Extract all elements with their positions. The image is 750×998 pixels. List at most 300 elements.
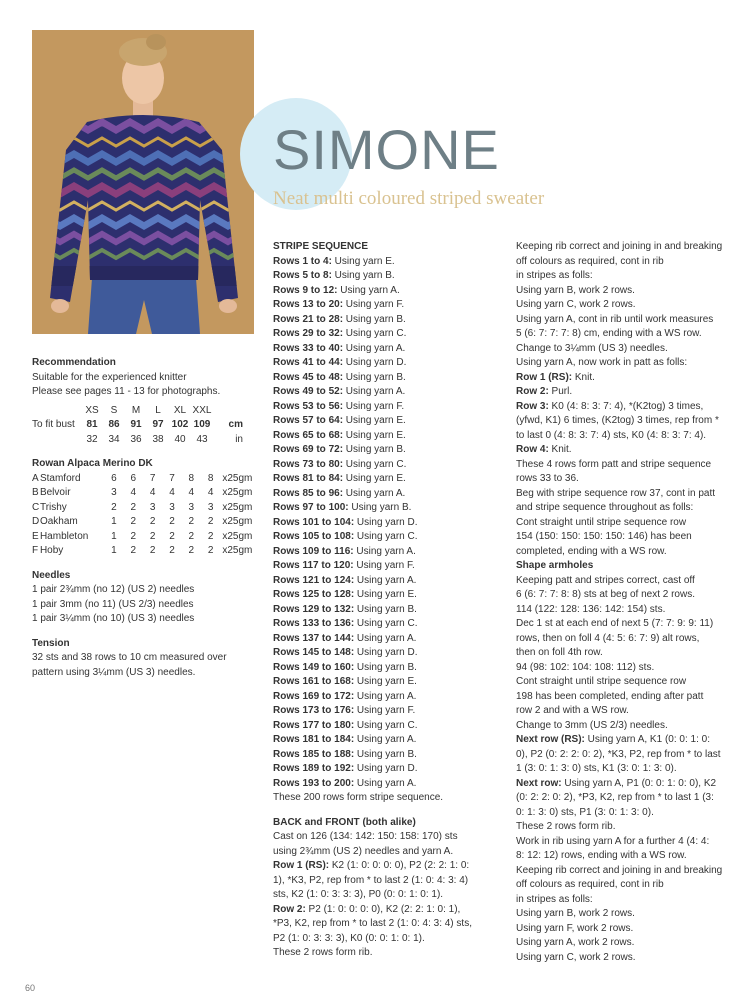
stripe-row	[273, 298, 498, 313]
pattern-row-label: Row 1 (RS):	[516, 371, 573, 383]
pattern-text: These 4 rows form patt and stripe sequence	[516, 458, 712, 470]
stripe-row	[273, 414, 498, 429]
pattern-line	[516, 429, 744, 444]
pattern-row-label: Shape armholes	[516, 560, 594, 571]
stripe-rows-label: Rows 185 to 188:	[273, 748, 355, 760]
yarn-row	[32, 530, 262, 545]
stripe-rows-label: Rows 53 to 56:	[273, 400, 344, 412]
stripe-yarn-text: Using yarn F.	[343, 400, 405, 412]
pattern-text: sts, K2 (1: 0: 3: 3: 3), P0 (0: 0: 1: 0: 1).	[273, 889, 444, 900]
pattern-line	[273, 917, 498, 932]
stripe-yarn-text: Using yarn E.	[343, 415, 406, 426]
recommendation-heading: Recommendation	[32, 357, 116, 368]
yarn-name: Hoby	[39, 545, 64, 556]
pattern-line	[516, 632, 744, 647]
pattern-line	[516, 777, 744, 792]
pattern-line	[516, 733, 744, 748]
pattern-line	[516, 356, 744, 371]
pattern-line	[516, 907, 744, 922]
yarn-weight: x25gm	[222, 516, 253, 527]
pattern-line	[516, 327, 744, 342]
pattern-line	[516, 501, 744, 516]
pattern-text: Using yarn A, P1 (0: 0: 1: 0: 0), K2	[561, 777, 717, 789]
pattern-row-label: Row 2:	[516, 386, 549, 397]
stripe-rows-label: Rows 29 to 32:	[273, 328, 344, 339]
right-column	[516, 240, 744, 965]
in-unit: in	[235, 433, 243, 445]
stripe-yarn-text: Using yarn B.	[348, 502, 412, 513]
yarn-qty: 2	[111, 501, 117, 513]
yarn-qty: 8	[188, 472, 195, 484]
stripe-rows-label: Rows 177 to 180:	[273, 719, 355, 731]
pattern-text: These 2 rows form rib.	[516, 821, 616, 832]
stripe-row	[273, 719, 498, 734]
stripe-rows-label: Rows 65 to 68:	[273, 429, 344, 441]
left-column	[32, 356, 262, 680]
pattern-text: 198 has been completed, ending after patt	[516, 690, 704, 702]
yarn-row	[32, 544, 262, 559]
stripe-row	[273, 661, 498, 676]
stripe-rows-label: Rows 101 to 104:	[273, 516, 355, 528]
yarn-qty: 1	[111, 545, 117, 556]
yarn-qty: 2	[130, 501, 137, 513]
pattern-line	[516, 298, 744, 313]
stripe-row	[273, 530, 498, 545]
needles-heading: Needles	[32, 569, 71, 581]
pattern-line	[516, 661, 744, 676]
stripe-row	[273, 327, 498, 342]
stripe-row	[273, 603, 498, 618]
yarn-weight: x25gm	[222, 487, 253, 498]
pattern-text: Keeping rib correct and joining in and breaking	[516, 864, 723, 876]
pattern-text: Using yarn C, work 2 rows.	[516, 299, 636, 310]
pattern-line	[516, 284, 744, 299]
stripe-row	[273, 574, 498, 589]
stripe-rows-label: Rows 173 to 176:	[273, 705, 355, 716]
pattern-text: in stripes as folls:	[516, 270, 593, 281]
pattern-line	[516, 806, 744, 821]
stripe-yarn-text: Using yarn A.	[343, 342, 406, 354]
stripe-rows-label: Rows 13 to 20:	[273, 299, 344, 310]
pattern-line	[516, 458, 744, 473]
pattern-line	[516, 864, 744, 879]
cm-unit: cm	[228, 419, 243, 430]
stripe-row	[273, 472, 498, 487]
pattern-line	[516, 762, 744, 777]
pattern-text: in stripes as folls:	[516, 893, 593, 905]
stripe-yarn-text: Using yarn B.	[354, 603, 417, 615]
pattern-text: 0), P2 (0: 2: 2: 0: 2), *K3, P2, rep from * to last	[516, 748, 721, 760]
pattern-line	[516, 922, 744, 937]
stripe-yarn-text: Using yarn A.	[337, 284, 400, 296]
pattern-line	[516, 530, 744, 545]
bust-cm: 97	[152, 419, 164, 430]
pattern-text: K0 (4: 8: 3: 7: 4), *(K2tog) 3 times,	[548, 400, 704, 412]
pattern-line	[516, 414, 744, 429]
pattern-text: Using yarn A, now work in patt as folls:	[516, 357, 688, 368]
yarn-name: Hambleton	[39, 530, 89, 542]
yarn-row	[32, 501, 262, 516]
pattern-line	[516, 603, 744, 618]
pattern-text: Dec 1 st at each end of next 5 (7: 7: 9: 9: 11)	[516, 618, 714, 629]
stripe-yarn-text: Using yarn A.	[354, 574, 417, 586]
stripe-rows-label: Rows 169 to 172:	[273, 690, 355, 702]
pattern-text: Using yarn C, work 2 rows.	[516, 951, 636, 963]
pattern-line	[516, 313, 744, 328]
stripe-row	[273, 458, 498, 473]
bust-cm: 109	[193, 419, 211, 430]
yarn-heading: Rowan Alpaca Merino DK	[32, 458, 153, 469]
pattern-text: off colours as required, cont in rib	[516, 255, 664, 267]
tension-line: pattern using 3¼mm (US 3) needles.	[32, 666, 196, 678]
stripe-rows-label: Rows 5 to 8:	[273, 270, 332, 281]
stripe-footer: These 200 rows form stripe sequence.	[273, 792, 444, 803]
stripe-rows-label: Rows 133 to 136:	[273, 618, 355, 629]
size-header: S	[110, 404, 118, 416]
yarn-qty: 2	[130, 545, 137, 556]
stripe-yarn-text: Using yarn A.	[354, 690, 417, 702]
pattern-text: 154 (150: 150: 150: 150: 146) has been	[516, 531, 692, 542]
pattern-text: P2 (1: 0: 3: 3: 3), K0 (0: 0: 1: 0: 1).	[273, 932, 425, 944]
needles-line: 1 pair 2¾mm (no 12) (US 2) needles	[32, 584, 195, 595]
yarn-weight: x25gm	[222, 530, 253, 542]
recommendation-line: Please see pages 11 - 13 for photographs.	[32, 386, 221, 397]
bust-in: 32	[86, 433, 98, 445]
stripe-row	[273, 269, 498, 284]
right-column-text	[516, 240, 744, 965]
pattern-row-label: Row 4:	[516, 444, 549, 455]
stripe-row	[273, 617, 498, 632]
pattern-line	[516, 704, 744, 719]
pattern-line	[516, 936, 744, 951]
stripe-rows-label: Rows 105 to 108:	[273, 531, 355, 542]
stripe-rows-label: Rows 21 to 28:	[273, 313, 344, 325]
pattern-text: Cont straight until stripe sequence row	[516, 516, 687, 528]
needles-line: 1 pair 3mm (no 11) (US 2/3) needles	[32, 598, 194, 610]
yarn-name: Oakham	[39, 516, 78, 527]
stripe-rows-label: Rows 85 to 96:	[273, 487, 344, 499]
pattern-text: using 2¾mm (US 2) needles and yarn A.	[273, 845, 454, 857]
yarn-row	[32, 486, 262, 501]
stripe-rows-label: Rows 121 to 124:	[273, 574, 355, 586]
stripe-yarn-text: Using yarn D.	[343, 357, 407, 368]
pattern-text: K2 (1: 0: 0: 0: 0), P2 (2: 2: 1: 0:	[329, 860, 470, 871]
stripe-row	[273, 646, 498, 661]
stripe-rows-label: Rows 73 to 80:	[273, 458, 344, 470]
stripe-row	[273, 588, 498, 603]
pattern-line	[516, 588, 744, 603]
pattern-line	[516, 849, 744, 864]
pattern-line	[516, 472, 744, 487]
pattern-line	[516, 748, 744, 763]
page-subtitle: Neat multi coloured striped sweater	[273, 188, 545, 209]
yarn-qty: 2	[149, 530, 156, 542]
pattern-line	[516, 675, 744, 690]
yarn-code: C	[32, 501, 40, 513]
stripe-rows-label: Rows 189 to 192:	[273, 763, 355, 774]
pattern-line	[516, 371, 744, 386]
bust-in: 38	[152, 433, 164, 445]
stripe-rows-label: Rows 97 to 100:	[273, 502, 349, 513]
stripe-row	[273, 748, 498, 763]
pattern-line	[516, 255, 744, 270]
stripe-yarn-text: Using yarn E.	[331, 255, 395, 267]
stripe-yarn-text: Using yarn A.	[354, 777, 417, 789]
stripe-yarn-text: Using yarn D.	[354, 763, 418, 774]
pattern-text: Beg with stripe sequence row 37, cont in patt	[516, 487, 716, 499]
stripe-yarn-text: Using yarn E.	[343, 429, 406, 441]
yarn-qty: 3	[149, 501, 156, 513]
yarn-qty: 7	[169, 472, 175, 484]
stripe-row	[273, 385, 498, 400]
yarn-code: B	[32, 487, 39, 498]
stripe-row	[273, 313, 498, 328]
pattern-line	[516, 574, 744, 589]
stripe-row	[273, 501, 498, 516]
pattern-text: Work in rib using yarn A for a further 4 (4: 4:	[516, 835, 710, 847]
yarn-qty: 1	[111, 516, 117, 527]
yarn-name: Belvoir	[39, 487, 71, 498]
stripe-yarn-text: Using yarn B.	[343, 444, 406, 455]
stripe-row	[273, 429, 498, 444]
pattern-text: and stripe sequence throughout as folls:	[516, 502, 694, 513]
pattern-text: Purl.	[548, 386, 573, 397]
yarn-code: D	[32, 516, 40, 527]
yarn-code: E	[32, 530, 39, 542]
stripe-yarn-text: Using yarn D.	[354, 516, 418, 528]
pattern-line	[516, 820, 744, 835]
stripe-row	[273, 400, 498, 415]
stripe-yarn-text: Using yarn B.	[354, 661, 417, 673]
size-table	[32, 404, 243, 448]
stripe-yarn-text: Using yarn C.	[343, 328, 407, 339]
middle-column	[273, 240, 498, 961]
bust-in: 40	[174, 433, 186, 445]
size-header: XL	[173, 404, 187, 416]
stripe-rows-label: Rows 145 to 148:	[273, 647, 355, 658]
stripe-rows-label: Rows 181 to 184:	[273, 734, 355, 745]
stripe-row	[273, 356, 498, 371]
yarn-qty: 6	[111, 472, 117, 484]
yarn-qty: 2	[188, 530, 195, 542]
yarn-code: F	[32, 545, 39, 556]
pattern-row-label: Row 3:	[516, 400, 549, 412]
stripe-row	[273, 443, 498, 458]
pattern-text: rows, then on foll 4 (4: 5: 6: 7: 9) alt rows,	[516, 632, 700, 644]
pattern-text: 5 (6: 7: 7: 7: 8) cm, ending with a WS row.	[516, 328, 702, 339]
stripe-row	[273, 777, 498, 792]
stripe-yarn-text: Using yarn C.	[354, 719, 418, 731]
pattern-text: *P3, K2, rep from * to last 2 (1: 0: 4: 3: 4) sts,	[273, 918, 472, 929]
stripe-yarn-text: Using yarn C.	[354, 531, 418, 542]
stripe-rows-label: Rows 129 to 132:	[273, 603, 355, 615]
yarn-name: Stamford	[39, 472, 81, 484]
stripe-rows-label: Rows 41 to 44:	[273, 357, 344, 368]
pattern-text: Change to 3mm (US 2/3) needles.	[516, 719, 668, 731]
stripe-row	[273, 733, 498, 748]
stripe-row	[273, 255, 498, 270]
pattern-line	[516, 516, 744, 531]
size-header: L	[155, 404, 161, 416]
yarn-row	[32, 472, 262, 487]
stripe-row	[273, 675, 498, 690]
pattern-line	[273, 874, 498, 889]
stripe-yarn-text: Using yarn F.	[354, 705, 416, 716]
pattern-text: 8: 12: 12) rows, ending with a WS row.	[516, 850, 687, 861]
stripe-yarn-text: Using yarn B.	[343, 371, 406, 383]
stripe-yarn-text: Using yarn A.	[353, 545, 416, 557]
stripe-yarn-text: Using yarn A.	[354, 734, 417, 745]
yarn-qty: 2	[188, 516, 195, 527]
yarn-qty: 4	[188, 487, 195, 498]
stripe-row	[273, 371, 498, 386]
stripe-yarn-text: Using yarn A.	[354, 632, 417, 644]
yarn-code: A	[32, 472, 39, 484]
stripe-yarn-text: Using yarn E.	[343, 473, 406, 484]
pattern-line	[516, 690, 744, 705]
stripe-row	[273, 762, 498, 777]
stripe-yarn-text: Using yarn E.	[354, 589, 417, 600]
stripe-yarn-text: Using yarn D.	[354, 647, 418, 658]
yarn-qty: 2	[149, 545, 156, 556]
stripe-row	[273, 632, 498, 647]
pattern-line	[273, 830, 498, 845]
page-title: SIMONE	[273, 118, 500, 181]
pattern-line	[273, 888, 498, 903]
size-header: XXL	[192, 404, 212, 416]
yarn-qty: 3	[169, 501, 175, 513]
pattern-line	[516, 791, 744, 806]
page-number: 60	[25, 983, 36, 993]
stripe-rows-label: Rows 45 to 48:	[273, 371, 344, 383]
stripe-rows-label: Rows 109 to 116:	[273, 545, 354, 557]
yarn-weight: x25gm	[222, 472, 253, 484]
stripe-rows-label: Rows 193 to 200:	[273, 777, 355, 789]
bust-cm: 91	[130, 419, 142, 430]
pattern-text: Using yarn B, work 2 rows.	[516, 908, 635, 919]
bust-label: To fit bust	[32, 419, 75, 430]
pattern-text: to last 0 (4: 8: 3: 7: 4) sts, K0 (4: 8: 3: 7: 4).	[516, 429, 707, 441]
stripe-list	[273, 255, 498, 792]
stripe-heading: STRIPE SEQUENCE	[273, 241, 369, 252]
stripe-yarn-text: Using yarn C.	[354, 618, 418, 629]
stripe-row	[273, 559, 498, 574]
stripe-rows-label: Rows 69 to 72:	[273, 444, 344, 455]
pattern-line	[516, 487, 744, 502]
back-front-heading: BACK and FRONT (both alike)	[273, 816, 416, 828]
pattern-text: then on foll 4th row.	[516, 647, 603, 658]
pattern-line	[516, 342, 744, 357]
pattern-text: completed, ending with a WS row.	[516, 545, 667, 557]
yarn-qty: 2	[207, 530, 214, 542]
tension-line: 32 sts and 38 rows to 10 cm measured over	[32, 652, 227, 663]
pattern-line	[273, 845, 498, 860]
yarn-table	[32, 472, 262, 559]
yarn-qty: 2	[207, 516, 214, 527]
stripe-yarn-text: Using yarn F.	[343, 299, 405, 310]
yarn-qty: 1	[111, 530, 117, 542]
pattern-row-label: Row 2:	[273, 903, 306, 915]
bust-in: 36	[130, 433, 142, 445]
stripe-rows-label: Rows 1 to 4:	[273, 255, 332, 267]
stripe-yarn-text: Using yarn B.	[354, 748, 417, 760]
recommendation-line: Suitable for the experienced knitter	[32, 371, 187, 383]
pattern-text: rows 33 to 36.	[516, 473, 579, 484]
bust-in: 34	[108, 433, 120, 445]
pattern-line	[516, 878, 744, 893]
yarn-qty: 2	[149, 516, 156, 527]
pattern-line	[516, 893, 744, 908]
bust-in: 43	[196, 433, 208, 445]
stripe-rows-label: Rows 137 to 144:	[273, 632, 355, 644]
pattern-text: (yfwd, K1) 6 times, (K2tog) 3 times, rep from *	[516, 415, 719, 426]
pattern-line	[516, 443, 744, 458]
yarn-qty: 4	[207, 487, 214, 498]
pattern-line	[516, 559, 744, 574]
stripe-row	[273, 487, 498, 502]
stripe-rows-label: Rows 57 to 64:	[273, 415, 344, 426]
pattern-row-label: Row 1 (RS):	[273, 860, 330, 871]
pattern-text: Change to 3¼mm (US 3) needles.	[516, 342, 668, 354]
pattern-text: Cont straight until stripe sequence row	[516, 676, 687, 687]
pattern-text: 114 (122: 128: 136: 142: 154) sts.	[516, 603, 666, 615]
stripe-row	[273, 545, 498, 560]
yarn-qty: 2	[169, 516, 175, 527]
pattern-row-label: Next row:	[516, 777, 562, 789]
pattern-text: (0: 2: 2: 0: 2), *P3, K2, rep from * to last 1 (3:	[516, 792, 714, 803]
needles-line: 1 pair 3¼mm (no 10) (US 3) needles	[32, 613, 195, 624]
yarn-qty: 6	[130, 472, 137, 484]
pattern-line	[273, 932, 498, 947]
yarn-qty: 8	[207, 472, 214, 484]
stripe-row	[273, 690, 498, 705]
yarn-qty: 4	[149, 487, 156, 498]
stripe-yarn-text: Using yarn B.	[343, 313, 406, 325]
pattern-text: 94 (98: 102: 104: 108: 112) sts.	[516, 661, 655, 673]
yarn-qty: 2	[169, 530, 175, 542]
pattern-text: P2 (1: 0: 0: 0: 0), K2 (2: 2: 1: 0: 1),	[305, 903, 461, 915]
tension-heading: Tension	[32, 637, 70, 649]
yarn-weight: x25gm	[222, 501, 253, 513]
size-header: XS	[85, 404, 99, 416]
yarn-name: Trishy	[39, 501, 67, 513]
pattern-line	[273, 946, 498, 961]
stripe-yarn-text: Using yarn E.	[354, 676, 417, 687]
pattern-text: These 2 rows form rib.	[273, 947, 373, 958]
yarn-qty: 4	[130, 487, 137, 498]
stripe-yarn-text: Using yarn C.	[343, 458, 407, 470]
pattern-text: 1 (3: 0: 1: 3: 0) sts, K1 (3: 0: 1: 3: 0).	[516, 763, 677, 774]
size-header: M	[131, 404, 141, 416]
pattern-text: Knit.	[548, 444, 572, 455]
pattern-text: Using yarn A, K1 (0: 0: 1: 0:	[584, 734, 710, 745]
stripe-rows-label: Rows 125 to 128:	[273, 589, 355, 600]
pattern-line	[516, 719, 744, 734]
stripe-rows-label: Rows 33 to 40:	[273, 342, 344, 354]
pattern-line	[516, 240, 744, 255]
pattern-line	[273, 903, 498, 918]
back-front-text	[273, 830, 498, 961]
pattern-line	[516, 646, 744, 661]
stripe-rows-label: Rows 149 to 160:	[273, 661, 355, 673]
pattern-text: Using yarn A, cont in rib until work measures	[516, 313, 714, 325]
bust-cm: 81	[86, 419, 98, 430]
model-illustration	[32, 30, 254, 334]
model-photo	[32, 30, 254, 334]
yarn-qty: 2	[169, 545, 175, 556]
bust-cm: 102	[171, 419, 189, 430]
pattern-text: Using yarn B, work 2 rows.	[516, 284, 635, 296]
